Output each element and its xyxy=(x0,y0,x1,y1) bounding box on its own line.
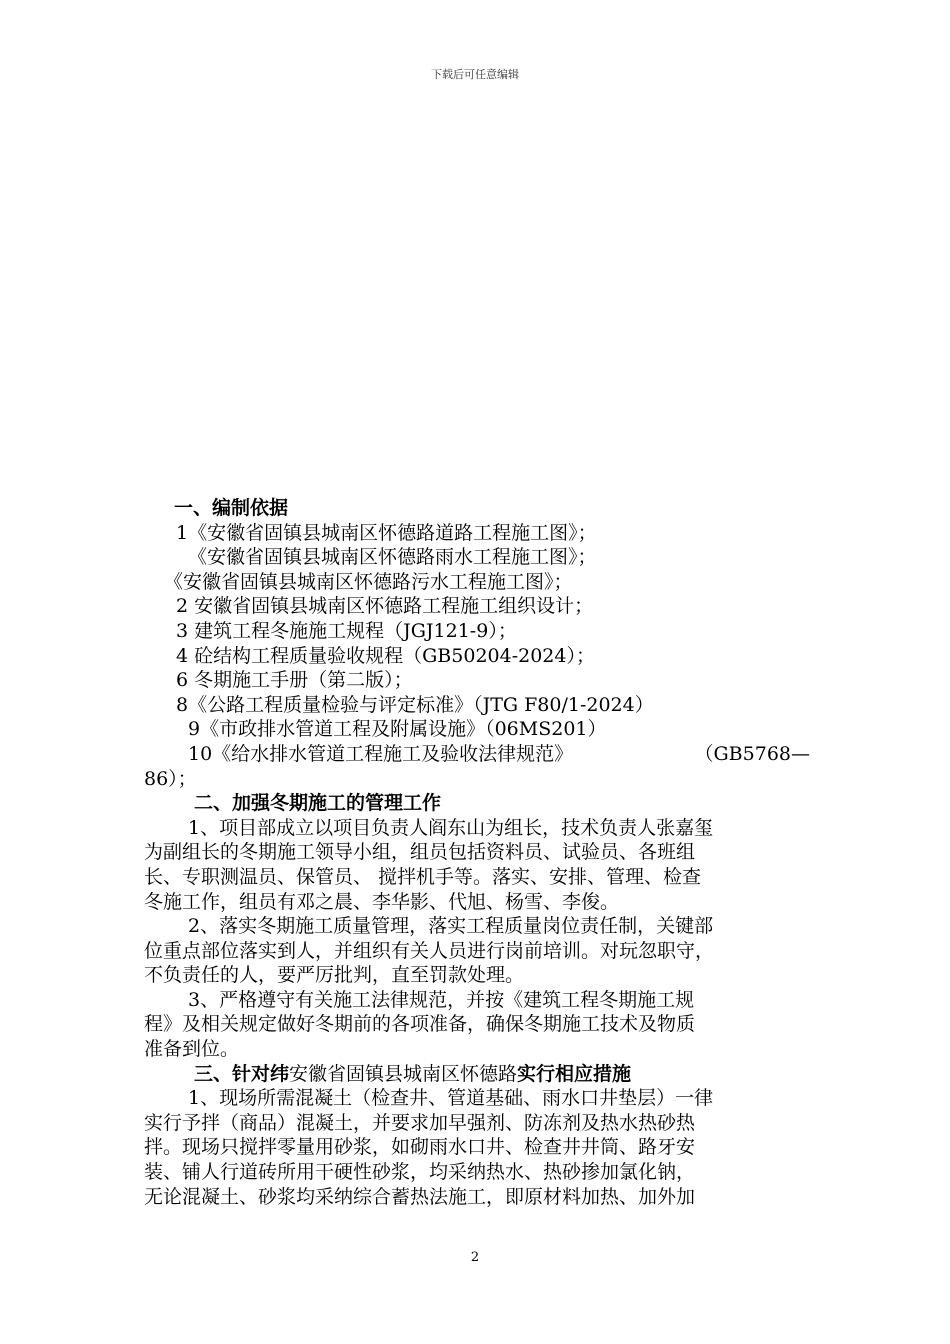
section-3-title-a: 三、针对纬 xyxy=(194,1062,290,1085)
paragraph-line: 2、落实冬期施工质量管理，落实工程质量岗位责任制，关键部 xyxy=(188,915,714,938)
reference-item-10-left: 10《给水排水管道工程施工及验收法律规范》 xyxy=(188,742,574,765)
section-1-title: 一、编制依据 xyxy=(174,497,289,519)
paragraph-line: 位重点部位落实到人，并组织有关人员进行岗前培训。对玩忽职守， xyxy=(144,939,715,962)
section-2-paragraph-3 xyxy=(144,988,810,1062)
reference-item: 《安徽省固镇县城南区怀德路雨水工程施工图》； xyxy=(188,546,597,569)
paragraph-line: 无论混凝土、砂浆均采纳综合蓄热法施工，即原材料加热、加外加 xyxy=(144,1185,696,1208)
header-note: 下载后可任意编辑 xyxy=(431,68,519,81)
paragraph-line: 准备到位。 xyxy=(144,1038,240,1061)
reference-item: 8《公路工程质量检验与评定标准》（JTG F80/1-2024） xyxy=(176,693,654,716)
section-2-title: 二、加强冬期施工的管理工作 xyxy=(194,792,442,815)
section-2-paragraph-2 xyxy=(144,914,810,988)
reference-item: 9《市政排水管道工程及附属设施》（06MS201） xyxy=(188,718,607,741)
reference-item: 3 建筑工程冬施施工规程（JGJ121-9）； xyxy=(176,619,517,642)
section-3-paragraph-1 xyxy=(144,1086,810,1209)
paragraph-line: 1、现场所需混凝土（检查井、管道基础、雨水口井垫层）一律 xyxy=(188,1087,714,1110)
paragraph-line: 实行予拌（商品）混凝土，并要求加早强剂、防冻剂及热水热砂热 xyxy=(144,1111,696,1134)
page-number: 2 xyxy=(470,1250,480,1265)
reference-item: 1《安徽省固镇县城南区怀德路道路工程施工图》； xyxy=(176,521,597,544)
reference-item: 6 冬期施工手册（第二版）； xyxy=(176,669,413,692)
reference-item: 4 砼结构工程质量验收规程（GB50204-2024）； xyxy=(176,644,595,667)
paragraph-line: 冬施工作，组员有邓之晨、李华影、代旭、杨雪、李俊。 xyxy=(144,890,620,913)
document-body xyxy=(144,496,810,1209)
paragraph-line: 程》及相关规定做好冬期前的各项准备，确保冬期施工技术及物质 xyxy=(144,1013,696,1036)
reference-item: 2 安徽省固镇县城南区怀德路工程施工组织设计； xyxy=(176,595,594,618)
paragraph-line: 3、严格遵守有关施工法律规范，并按《建筑工程冬期施工规 xyxy=(188,988,695,1011)
section-3-title-b: 安徽省固镇县城南区怀德路 xyxy=(289,1062,518,1085)
paragraph-line: 1、项目部成立以项目负责人阎东山为组长，技术负责人张嘉玺 xyxy=(188,816,714,839)
reference-item-10 xyxy=(144,742,810,767)
paragraph-line: 装、铺人行道砖所用干硬性砂浆，均采纳热水、热砂掺加氯化钠， xyxy=(144,1161,696,1184)
paragraph-line: 拌。现场只搅拌零量用砂浆，如砌雨水口井、检查井井筒、路牙安 xyxy=(144,1136,696,1159)
section-2-paragraph-1 xyxy=(144,816,810,914)
reference-item-10-right: （GB5768— xyxy=(694,742,810,765)
paragraph-line: 长、专职测温员、保管员、 搅拌机手等。落实、安排、管理、检查 xyxy=(144,865,702,888)
paragraph-line: 不负责任的人，要严厉批判，直至罚款处理。 xyxy=(144,964,525,987)
section-3-title-c: 实行相应措施 xyxy=(517,1062,632,1085)
section-3-title xyxy=(144,1062,810,1087)
reference-item-10-cont: 86）； xyxy=(144,767,197,790)
paragraph-line: 为副组长的冬期施工领导小组，组员包括资料员、试验员、各班组 xyxy=(144,841,696,864)
reference-item: 《安徽省固镇县城南区怀德路污水工程施工图》； xyxy=(164,570,573,593)
